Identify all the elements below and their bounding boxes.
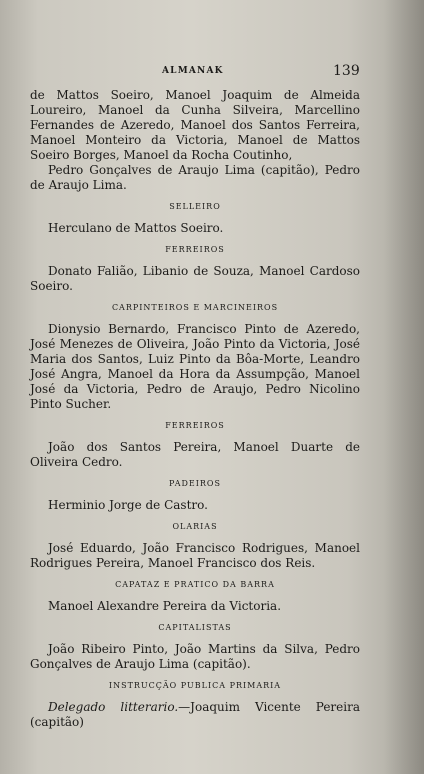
section-title: CAPATAZ E PRATICO DA BARRA (115, 580, 275, 589)
section-body: José Eduardo, João Francisco Rodrigues, Manoel Rodrigues Pereira, Manoel Francisco dos Reis. (30, 541, 360, 570)
section-ferreiros-2 (30, 418, 360, 470)
section-capataz (30, 577, 360, 614)
section-title: SELLEIRO (169, 202, 221, 211)
section-instruccao (30, 678, 360, 730)
page-content (30, 88, 360, 730)
section-body: Manoel Alexandre Pereira da Victoria. (48, 599, 282, 613)
intro-paragraph: de Mattos Soeiro, Manoel Joaquim de Almeida Loureiro, Manoel da Cunha Silveira, Marcellino Fernandes de Azeredo, Manoel dos Santos Ferreira, Manoel Monteiro da Victoria, Manoel de Mattos Soeiro Borges, Manoel da Rocha Coutinho, (30, 88, 360, 162)
section-selleiro (30, 199, 360, 236)
section-title: OLARIAS (172, 522, 218, 531)
section-body (30, 700, 360, 730)
page-number: 139 (333, 63, 360, 79)
section-body: Dionysio Bernardo, Francisco Pinto de Azeredo, José Menezes de Oliveira, João Pinto da Victoria, José Maria dos Santos, Luiz Pinto da Bôa-Morte, Leandro José Angra, Manoel da Hora da Assumpção, Manoel José da Victoria, Pedro de Araujo, Pedro Nicolino Pinto Sucher. (30, 322, 360, 411)
page-edge-shadow (384, 0, 424, 774)
page-header (0, 64, 424, 82)
section-title: PADEIROS (169, 479, 221, 488)
intro-continuation: Pedro Gonçalves de Araujo Lima (capitão), Pedro de Araujo Lima. (30, 163, 360, 192)
section-title: CARPINTEIROS E MARCINEIROS (111, 303, 279, 312)
section-body: João Ribeiro Pinto, João Martins da Silva, Pedro Gonçalves de Araujo Lima (capitão). (30, 642, 360, 671)
section-title: FERREIROS (165, 245, 225, 254)
section-olarias (30, 519, 360, 571)
section-padeiros (30, 476, 360, 513)
delegado-label: Delegado litterario. (48, 700, 179, 714)
section-body: Herminio Jorge de Castro. (48, 498, 208, 512)
section-carpinteiros (30, 300, 360, 412)
running-title: ALMANAK (162, 66, 224, 76)
section-capitalistas (30, 620, 360, 672)
section-body: Herculano de Mattos Soeiro. (48, 221, 224, 235)
delegado-name: —Joaquim Vicente Pereira (capitão) (30, 700, 360, 729)
section-title: INSTRUCÇÃO PUBLICA PRIMARIA (108, 681, 282, 690)
section-body: João dos Santos Pereira, Manoel Duarte de Oliveira Cedro. (30, 440, 360, 469)
section-ferreiros (30, 242, 360, 294)
section-title: CAPITALISTAS (158, 623, 232, 632)
section-body: Donato Falião, Libanio de Souza, Manoel Cardoso Soeiro. (30, 264, 360, 293)
section-title: FERREIROS (165, 421, 225, 430)
